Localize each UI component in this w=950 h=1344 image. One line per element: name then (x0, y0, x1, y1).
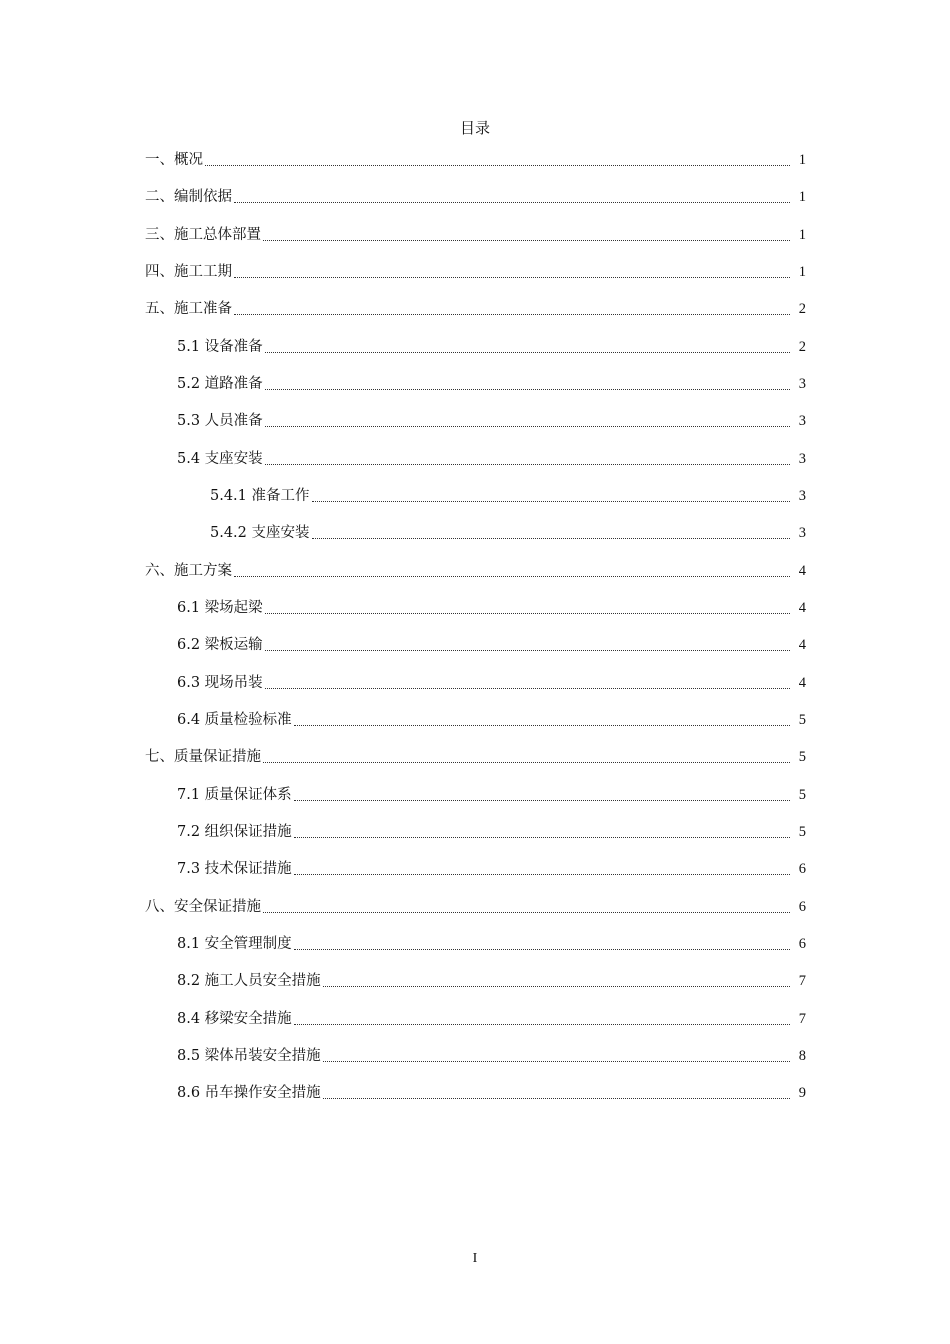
toc-entry-label: 8.4 移梁安全措施 (177, 1011, 292, 1027)
toc-entry-label: 5.1 设备准备 (177, 339, 263, 355)
toc-entry-label: 一、概况 (145, 152, 203, 168)
toc-dot-leader (265, 673, 790, 693)
toc-dot-leader (265, 411, 790, 431)
toc-dot-leader (263, 747, 790, 767)
toc-entry-label: 二、编制依据 (145, 189, 232, 205)
toc-entry-label: 8.1 安全管理制度 (177, 936, 292, 952)
toc-entry[interactable] (177, 820, 806, 842)
toc-dot-leader (263, 897, 790, 917)
toc-entry-page: 6 (798, 861, 806, 877)
toc-entry-label: 五、施工准备 (145, 301, 232, 317)
toc-entry-page: 7 (798, 1011, 806, 1027)
toc-entry[interactable] (177, 857, 806, 879)
toc-entry[interactable] (177, 335, 806, 357)
toc-entry-label: 5.4.1 准备工作 (210, 488, 310, 504)
toc-dot-leader (234, 561, 790, 581)
toc-entry-label: 8.5 梁体吊装安全措施 (177, 1048, 321, 1064)
toc-entry[interactable] (177, 372, 806, 394)
toc-entry-label: 7.1 质量保证体系 (177, 787, 292, 803)
toc-dot-leader (294, 934, 790, 954)
toc-entry-label: 三、施工总体部置 (145, 227, 261, 243)
toc-entry-page: 5 (798, 787, 806, 803)
toc-entry[interactable] (145, 297, 806, 319)
toc-dot-leader (323, 1046, 790, 1066)
toc-entry-page: 4 (798, 563, 806, 579)
toc-entry-label: 5.4.2 支座安装 (210, 525, 310, 541)
toc-entry-page: 1 (798, 152, 806, 168)
toc-entry[interactable] (177, 1044, 806, 1066)
toc-dot-leader (312, 486, 790, 506)
toc-entry[interactable] (177, 409, 806, 431)
toc-entry-label: 5.2 道路准备 (177, 376, 263, 392)
toc-entry[interactable] (177, 596, 806, 618)
toc-entry-page: 6 (798, 899, 806, 915)
toc-entry-page: 4 (798, 675, 806, 691)
toc-entry[interactable] (145, 895, 806, 917)
toc-entry[interactable] (210, 484, 806, 506)
toc-dot-leader (265, 635, 790, 655)
toc-entry-label: 6.1 梁场起梁 (177, 600, 263, 616)
toc-entry-label: 七、质量保证措施 (145, 749, 261, 765)
toc-entry-page: 3 (798, 451, 806, 467)
toc-entry-page: 1 (798, 189, 806, 205)
toc-dot-leader (265, 337, 790, 357)
toc-entry-label: 8.6 吊车操作安全措施 (177, 1085, 321, 1101)
toc-entry-page: 3 (798, 488, 806, 504)
toc-entry-page: 4 (798, 637, 806, 653)
toc-entry-label: 6.4 质量检验标准 (177, 712, 292, 728)
toc-dot-leader (234, 187, 790, 207)
toc-dot-leader (265, 374, 790, 394)
toc-entry[interactable] (210, 521, 806, 543)
toc-entry[interactable] (177, 671, 806, 693)
page-title: 目录 (459, 119, 490, 137)
toc-entry-label: 7.2 组织保证措施 (177, 824, 292, 840)
toc-entry-page: 1 (798, 264, 806, 280)
toc-entry[interactable] (145, 559, 806, 581)
toc-dot-leader (312, 523, 790, 543)
toc-dot-leader (294, 710, 790, 730)
toc-entry-label: 六、施工方案 (145, 563, 232, 579)
toc-entry-page: 9 (798, 1085, 806, 1101)
toc-entry-page: 5 (798, 824, 806, 840)
toc-dot-leader (323, 971, 790, 991)
toc-dot-leader (323, 1083, 790, 1103)
toc-entry-page: 5 (798, 749, 806, 765)
toc-dot-leader (294, 1009, 790, 1029)
toc-dot-leader (234, 299, 790, 319)
toc-entry-page: 8 (798, 1048, 806, 1064)
toc-entry-page: 2 (798, 339, 806, 355)
toc-entry[interactable] (177, 783, 806, 805)
toc-entry[interactable] (177, 633, 806, 655)
toc-entry-page: 3 (798, 413, 806, 429)
toc-dot-leader (263, 225, 790, 245)
toc-entry-label: 四、施工工期 (145, 264, 232, 280)
toc-entry-label: 8.2 施工人员安全措施 (177, 973, 321, 989)
page-number: I (472, 1251, 478, 1266)
toc-entry-label: 6.3 现场吊装 (177, 675, 263, 691)
toc-entry[interactable] (177, 708, 806, 730)
toc-entry-label: 八、安全保证措施 (145, 899, 261, 915)
toc-entry[interactable] (145, 148, 806, 170)
toc-entry[interactable] (145, 260, 806, 282)
toc-entry[interactable] (177, 1081, 806, 1103)
toc-dot-leader (265, 449, 790, 469)
toc-entry-page: 5 (798, 712, 806, 728)
toc-entry-page: 7 (798, 973, 806, 989)
toc-entry-page: 3 (798, 376, 806, 392)
toc-dot-leader (265, 598, 790, 618)
toc-entry-label: 5.3 人员准备 (177, 413, 263, 429)
toc-entry-label: 7.3 技术保证措施 (177, 861, 292, 877)
toc-entry-page: 4 (798, 600, 806, 616)
toc-dot-leader (234, 262, 790, 282)
toc-entry[interactable] (177, 1007, 806, 1029)
toc-entry-page: 2 (798, 301, 806, 317)
toc-entry-page: 6 (798, 936, 806, 952)
toc-entry-page: 3 (798, 525, 806, 541)
toc-entry[interactable] (145, 745, 806, 767)
toc-entry[interactable] (145, 223, 806, 245)
toc-entry[interactable] (177, 447, 806, 469)
toc-entry[interactable] (177, 932, 806, 954)
toc-dot-leader (294, 785, 790, 805)
toc-dot-leader (294, 822, 790, 842)
toc-entry[interactable] (177, 969, 806, 991)
toc-entry-label: 5.4 支座安装 (177, 451, 263, 467)
toc-dot-leader (205, 150, 790, 170)
toc-entry-page: 1 (798, 227, 806, 243)
toc-entry-label: 6.2 梁板运输 (177, 637, 263, 653)
toc-entry[interactable] (145, 185, 806, 207)
toc-dot-leader (294, 859, 790, 879)
